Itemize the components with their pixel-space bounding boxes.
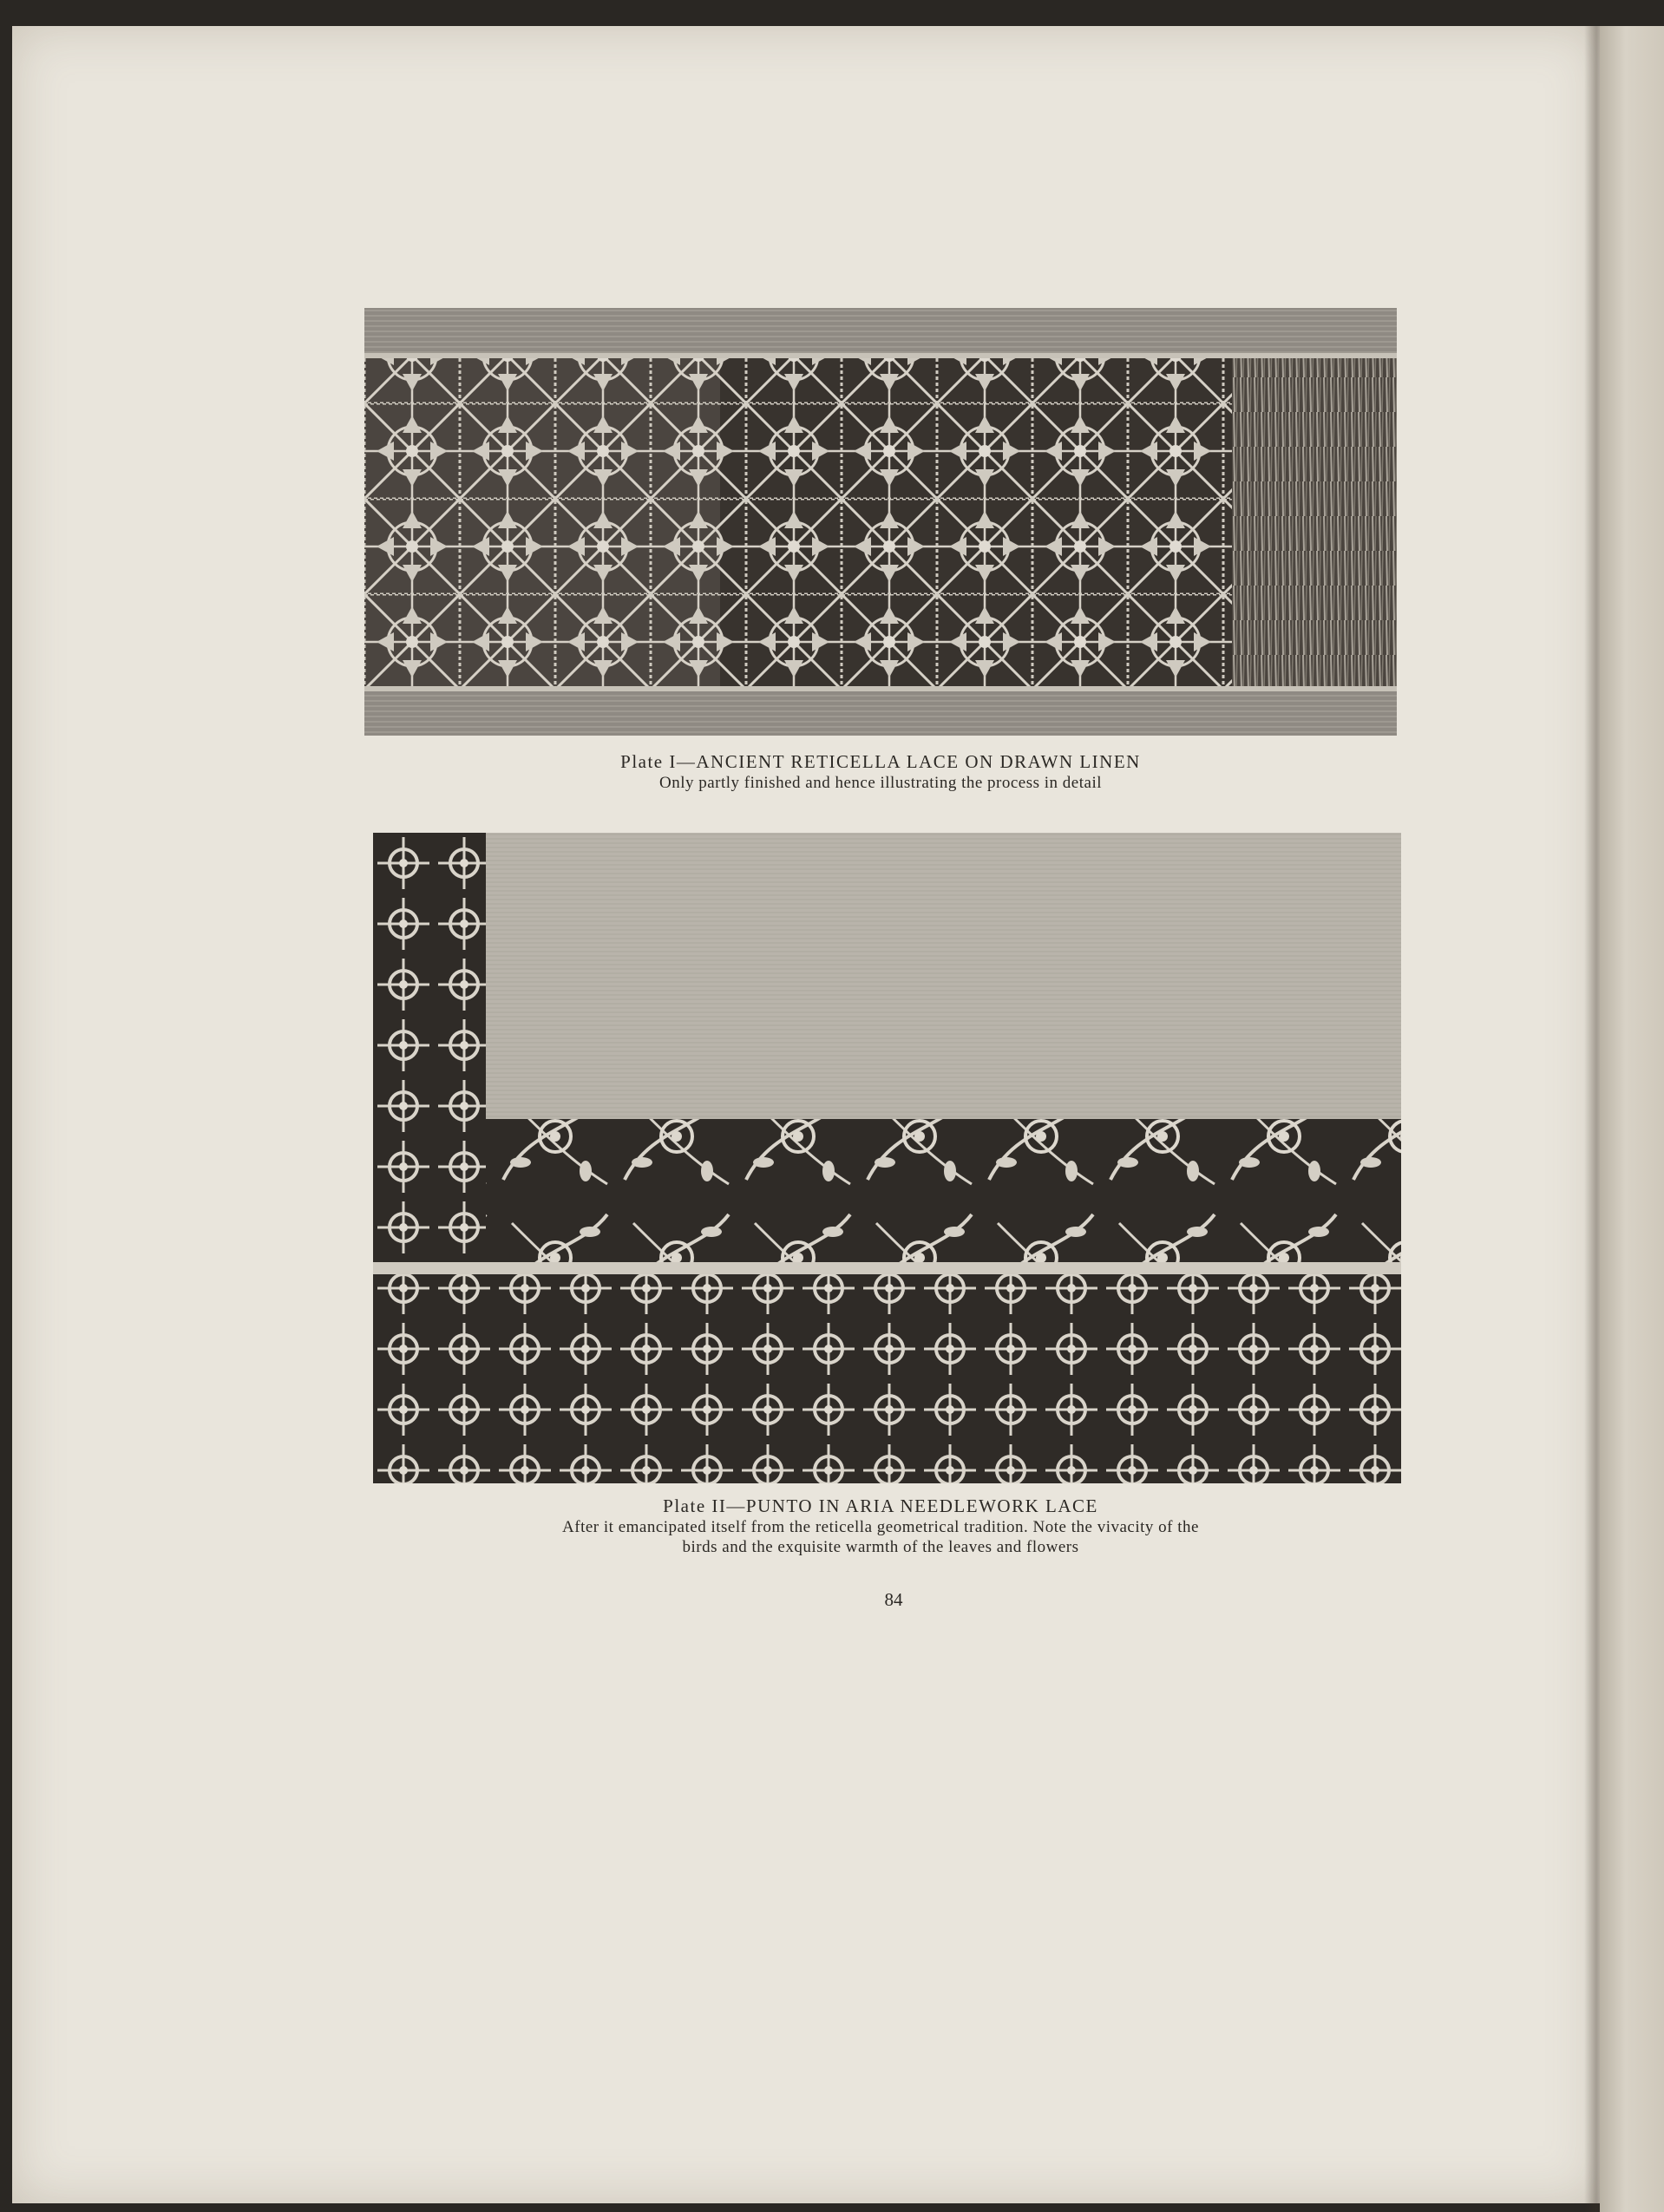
plate-2-subtitle-line-1: After it emancipated itself from the reticella geometrical tradition. Note the vivacity of the <box>562 1518 1199 1536</box>
plate-1-title: Plate I—ANCIENT RETICELLA LACE ON DRAWN LINEN <box>620 751 1141 772</box>
reticella-lace-image <box>364 308 1397 736</box>
plate-1-caption <box>364 750 1397 793</box>
plate-2-caption <box>364 1495 1397 1557</box>
adjacent-page-edge <box>1600 26 1664 2212</box>
punto-in-aria-lace-image <box>373 833 1401 1483</box>
page-number: 84 <box>884 1589 903 1610</box>
plate-2-photograph <box>373 833 1401 1483</box>
plate-1-photograph <box>364 308 1397 736</box>
plate-1-subtitle: Only partly finished and hence illustrating the process in detail <box>658 774 1102 792</box>
plate-2-title: Plate II—PUNTO IN ARIA NEEDLEWORK LACE <box>663 1495 1098 1516</box>
plate-2-subtitle-line-2: birds and the exquisite warmth of the leaves and flowers <box>682 1538 1079 1556</box>
